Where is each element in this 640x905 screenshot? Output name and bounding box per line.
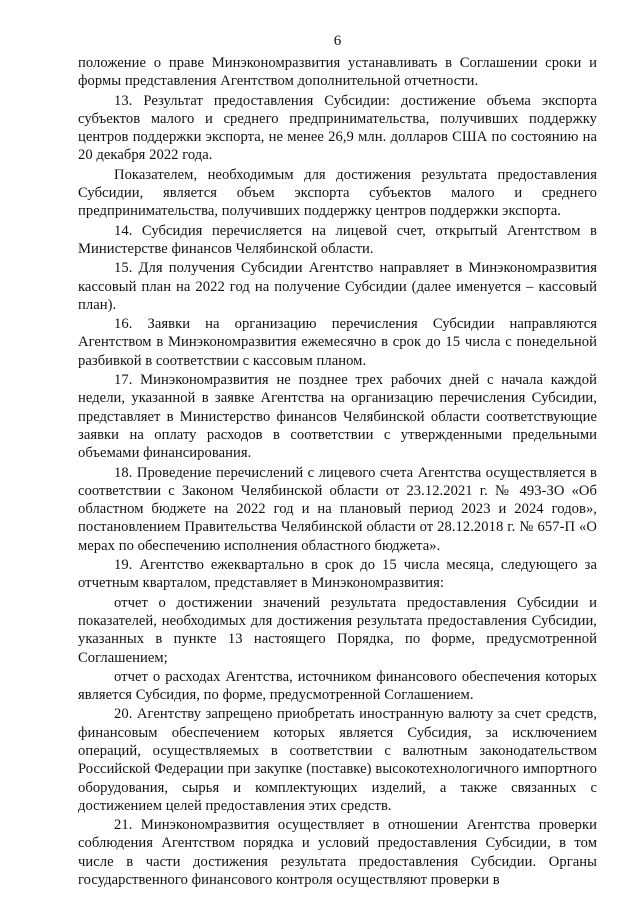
paragraph-17: 17. Минэкономразвития не позднее трех рабочих дней с начала каждой недели, указанной в заявке Агентства на организацию перечисления Субсидии, представляет в Министерство финансов Челябинской области соответствующие заявки на оплату расходов в соответствии с утвержденными предельными объемами финансирования. — [78, 372, 597, 462]
paragraph-19: 19. Агентство ежеквартально в срок до 15 числа месяца, следующего за отчетным кварталом, представляет в Минэкономразвития: — [78, 557, 597, 592]
paragraph-13: 13. Результат предоставления Субсидии: достижение объема экспорта субъектов малого и среднего предпринимательства, получивших поддержку центров поддержки экспорта, не менее 26,9 млн. долларов США по состоянию на 20 декабря 2022 года. — [78, 92, 597, 164]
paragraph-16: 16. Заявки на организацию перечисления Субсидии направляются Агентством в Минэкономразвития ежемесячно в срок до 15 числа с понедельной разбивкой в соответствии с кассовым планом. — [78, 316, 597, 369]
paragraph-15: 15. Для получения Субсидии Агентство направляет в Минэкономразвития кассовый план на 2022 год на получение Субсидии (далее именуется – кассовый план). — [78, 260, 597, 313]
paragraph-indicator: Показателем, необходимым для достижения результата предоставления Субсидии, является объем экспорта субъектов малого и среднего предпринимательства, получивших поддержку центров поддержки экспорта. — [78, 166, 597, 220]
paragraph-20: 20. Агентству запрещено приобретать иностранную валюту за счет средств, финансовым обеспечением которых является Субсидия, за исключением операций, осуществляемых в соответствии с валютным законодательством Российской Федерации при закупке (поставке) высокотехнологичного импортного оборудования, сырья и комплектующих изделий, а также связанных с достижением целей предоставления этих средств. — [78, 706, 597, 814]
paragraph-continuation: положение о праве Минэкономразвития устанавливать в Соглашении сроки и формы представления Агентством дополнительной отчетности. — [78, 55, 597, 90]
paragraph-19-report-results: отчет о достижении значений результата предоставления Субсидии и показателей, необходимых для достижения результата предоставления Субсидии, указанных в пункте 13 настоящего Порядка, по форме, предусмотренной Соглашением; — [78, 594, 597, 666]
paragraph-14: 14. Субсидия перечисляется на лицевой счет, открытый Агентством в Министерстве финансов Челябинской области. — [78, 222, 597, 257]
paragraph-18: 18. Проведение перечислений с лицевого счета Агентства осуществляется в соответствии с Законом Челябинской области от 23.12.2021 г. № 493-ЗО «Об областном бюджете на 2022 год и на плановый период 2023 и 2024 годов», постановлением Правительства Челябинской области от 28.12.2018 г. № 657-П «О мерах по обеспечению исполнения областного бюджета». — [78, 464, 597, 554]
page-number: 6 — [333, 33, 342, 49]
paragraph-21: 21. Минэкономразвития осуществляет в отношении Агентства проверки соблюдения Агентством порядка и условий предоставления Субсидии, в том числе в части достижения результата предоставления Субсидии. Органы государственного финансового контроля осуществляют проверки в — [78, 817, 597, 889]
paragraph-19-report-expenses: отчет о расходах Агентства, источником финансового обеспечения которых является Субсидия, по форме, предусмотренной Соглашением. — [78, 668, 597, 704]
